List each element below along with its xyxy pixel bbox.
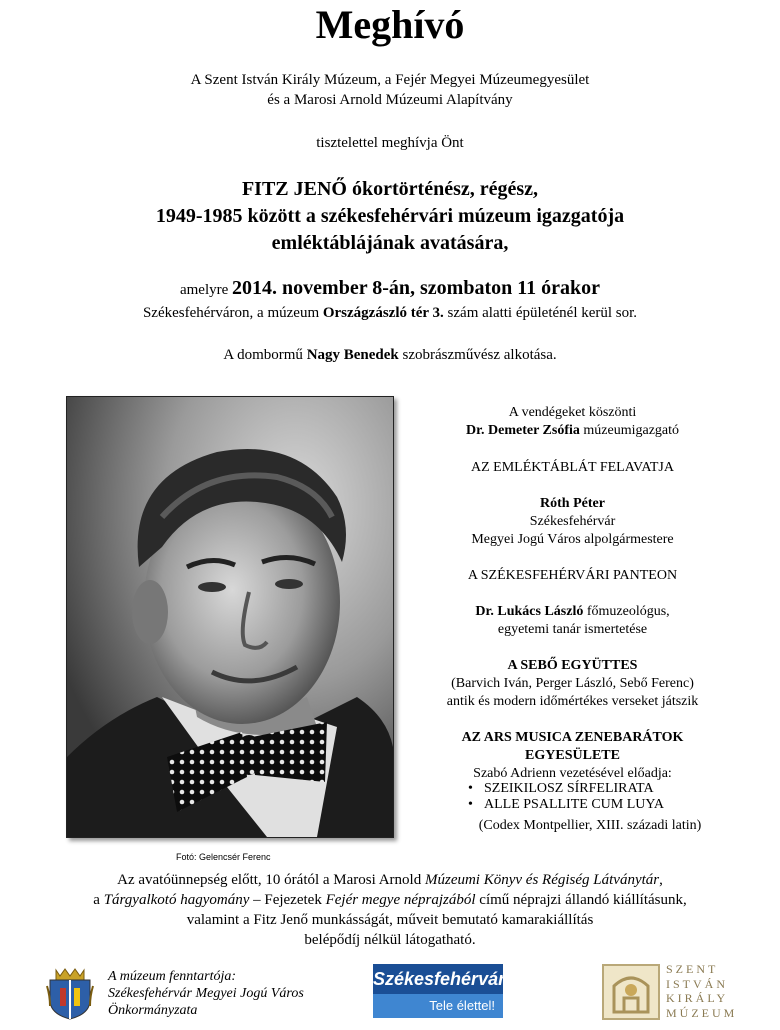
organizers-line-2: és a Marosi Arnold Múzeumi Alapítvány [267,92,513,108]
sebo-title-text: A SEBŐ EGYÜTTES [507,658,638,673]
welcome-speaker-role: múzeumigazgató [579,423,680,438]
lukacs-line [400,603,745,621]
ars-title-2 [400,747,745,765]
sebo-desc: antik és modern időmértékes verseket játszik [446,694,699,709]
relief-prefix: A dombormű [223,347,307,363]
repertoire-list [468,781,664,813]
museum-logo-line-1: SZENT [666,962,719,976]
museum-logo-line-3: KIRÁLY [666,991,729,1005]
maintainer-line-1: A múzeum fenntartója: [108,969,237,984]
welcome-line: A vendégeket köszönti [508,405,637,420]
footer-l1-post: , [659,872,663,888]
roth-name [400,495,745,513]
ars-desc: Szabó Adrienn vezetésével előadja: [473,766,672,781]
coat-of-arms-icon [46,966,94,1020]
headline-line-1 [0,176,780,202]
ars-title-2-text: EGYESÜLETE [525,748,620,763]
lukacs-role: főmuzeológus, [583,604,670,619]
lukacs-name: Dr. Lukács László [475,604,584,619]
headline-line-3: emléktáblájának avatására, [271,232,509,254]
location-prefix: Székesfehérváron, a múzeum [142,305,323,321]
bullet-note: (Codex Montpellier, XIII. századi latin) [478,818,702,833]
relief-credit [0,345,780,365]
list-item: • ALLE PSALLITE CUM LUYA [468,797,664,813]
city-logo-slogan: Tele élettel! [373,994,503,1018]
roth-city: Székesfehérvár [529,514,616,529]
footer-l1-pre: Az avatóünnepség előtt, 10 órától a Marosi Arnold [117,872,425,888]
organizers-line-1: A Szent István Király Múzeum, a Fejér Megyei Múzeumegyesület [190,72,590,88]
photo-credit: Fotó: Gelencsér Ferenc [176,852,271,862]
ars-title-1-text: AZ ARS MUSICA ZENEBARÁTOK [461,730,684,745]
invitation-title: Meghívó [315,2,465,47]
portrait-image [67,397,393,837]
footer-line-2 [0,890,780,910]
event-location [0,303,780,323]
museum-emblem-icon [602,964,660,1020]
headline-profession: ókortörténész, régész, [347,178,539,200]
event-date [0,278,780,300]
date-prefix: amelyre [179,282,233,298]
unveil-heading: AZ EMLÉKTÁBLÁT FELAVATJA [470,460,674,475]
city-logo [373,964,506,1018]
ars-title-1 [400,729,745,747]
museum-logo-line-2: ISTVÁN [666,976,728,991]
headline-name: FITZ JENŐ [241,178,347,200]
footer-l2-post: című néprajzi állandó kiállításunk, [475,892,687,908]
maintainer-line-2: Székesfehérvár Megyei Jogú Város [108,986,304,1001]
footer-l2-italic-2: Fejér megye néprajzából [325,892,476,908]
portrait-photo [66,396,394,838]
date-main: 2014. november 8-án, szombaton 11 órakor [232,277,601,299]
headline-line-2: 1949-1985 között a székesfehérvári múzeum igazgatója [155,205,625,227]
relief-suffix: szobrászművész alkotása. [398,347,557,363]
sebo-members: (Barvich Iván, Perger László, Sebő Ferenc) [451,676,694,691]
location-suffix: szám alatti épületénél kerül sor. [443,305,638,321]
museum-logo-text [666,962,737,1020]
city-logo-name: Székesfehérvár [373,964,503,994]
footer-l2-italic-1: Tárgyalkotó hagyomány [103,892,250,908]
maintainer-line-3: Önkormányzata [108,1003,198,1018]
maintainer-note [108,968,304,1019]
roth-role: Megyei Jogú Város alpolgármestere [471,532,674,547]
museum-logo-line-4: MÚZEUM [666,1005,738,1020]
footer-l2-pre: a [93,892,104,908]
welcome-speaker-name: Dr. Demeter Zsófia [465,423,580,438]
footer-line-3: valamint a Fitz Jenő munkásságát, műveit bemutató kamarakiállítás [186,912,594,928]
sebo-title [400,657,745,675]
footer-l1-italic: Múzeumi Könyv és Régiség Látványtár [424,872,660,888]
location-address: Országzászló tér 3. [322,305,444,321]
panteon-heading: A SZÉKESFEHÉRVÁRI PANTEON [467,568,678,583]
invite-text: tisztelettel meghívja Önt [316,135,464,151]
roth-name-text: Róth Péter [540,496,605,511]
footer-line-1 [0,870,780,890]
list-item: • SZEIKILOSZ SÍRFELIRATA [468,781,664,797]
lukacs-role-2: egyetemi tanár ismertetése [497,622,648,637]
footer-line-4: belépődíj nélkül látogatható. [304,932,476,948]
footer-l2-mid: – Fejezetek [249,892,326,908]
welcome-speaker [400,422,745,440]
sculptor-name: Nagy Benedek [306,347,399,363]
